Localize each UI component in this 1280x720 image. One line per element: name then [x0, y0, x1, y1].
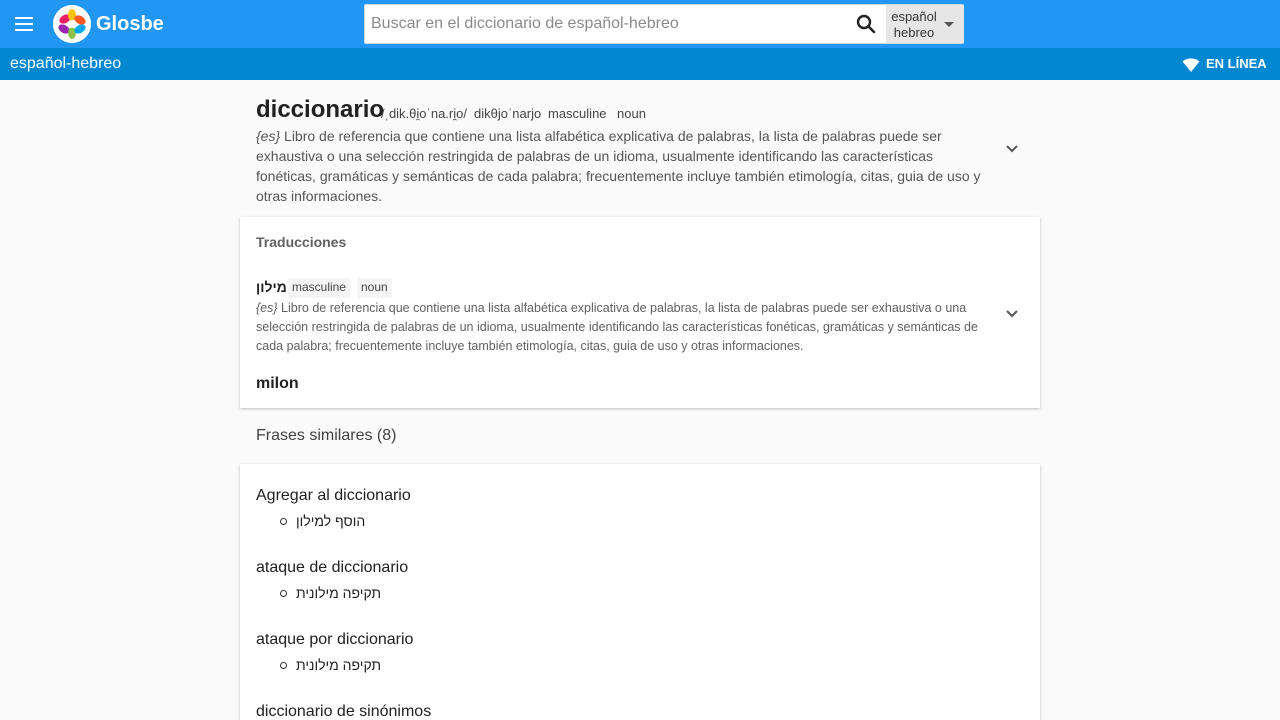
bullet-icon: [280, 590, 287, 597]
lang-from-label: español: [891, 9, 937, 24]
search-icon[interactable]: [854, 12, 878, 36]
phrase-translation[interactable]: תקיפה מילונית: [296, 585, 382, 601]
translation-definition-text: Libro de referencia que contiene una lista alfabética explicativa de palabras, la lista de palabras puede ser exhaustiva o una selección restringida de palabras de un idioma, usualmente identificando las características fonéticas, gramáticas y semánticas de cada palabra; frecuentemente incluye también etimología, citas, guia de uso y otras informaciones.: [256, 301, 978, 353]
similar-phrases-card: [240, 464, 1040, 720]
translation-definition: [256, 299, 996, 356]
gender-tag: masculine: [548, 106, 607, 121]
translations-title: Traducciones: [256, 234, 347, 250]
lang-to-label: hebreo: [893, 25, 935, 40]
glosbe-logo-icon[interactable]: [53, 5, 91, 43]
phrase-source[interactable]: diccionario de sinónimos: [256, 703, 432, 720]
transliteration: milon: [256, 375, 299, 392]
phrase-translation[interactable]: הוסף למילון: [296, 513, 366, 529]
translation-pos-tag: noun: [357, 278, 392, 298]
translation-gender-tag: masculine: [288, 278, 350, 298]
bullet-icon: [280, 518, 287, 525]
phrase-source[interactable]: Agregar al diccionario: [256, 487, 411, 504]
pos-tag: noun: [617, 106, 646, 121]
menu-icon[interactable]: [12, 12, 36, 36]
phrase-source[interactable]: ataque de diccionario: [256, 559, 409, 576]
caret-down-icon: [944, 22, 954, 27]
translations-card: [240, 217, 1040, 408]
definition-lang: {es}: [256, 128, 281, 144]
definition-text: Libro de referencia que contiene una lista alfabética explicativa de palabras, la lista de palabras puede ser exhaustiva o una selección restringida de palabras de un idioma, usualmente identificando las características fonéticas, gramáticas y semánticas de cada palabra; frecuentemente incluye también etimología, citas, guia de uso y otras informaciones.: [256, 128, 981, 204]
brand-name[interactable]: Glosbe: [96, 13, 164, 35]
bullet-icon: [280, 662, 287, 669]
language-pair-select[interactable]: [886, 5, 964, 43]
wifi-icon: [1182, 57, 1200, 73]
phrase-source[interactable]: ataque por diccionario: [256, 631, 414, 648]
translation-definition-lang: {es}: [256, 301, 278, 315]
phrase-translation[interactable]: תקיפה מילונית: [296, 657, 382, 673]
ipa-transcription: /ˌdik.θi̯oˈna.ri̯o/: [381, 106, 467, 121]
pronunciation: dikθjoˈnarjo: [474, 106, 542, 121]
translation-word[interactable]: מילון: [256, 279, 287, 295]
top-app-bar: [0, 0, 1280, 48]
language-pair-title[interactable]: español-hebreo: [10, 55, 122, 72]
search-input[interactable]: [371, 5, 849, 43]
headword: diccionario: [256, 96, 385, 123]
online-status-label: EN LÍNEA: [1206, 56, 1267, 71]
language-pair-bar: [0, 48, 1280, 80]
search-bar: [364, 4, 964, 44]
chevron-down-icon[interactable]: [1000, 301, 1024, 325]
chevron-down-icon[interactable]: [1000, 136, 1024, 160]
entry-definition: [256, 126, 991, 206]
similar-phrases-title: Frases similares (8): [256, 427, 397, 444]
